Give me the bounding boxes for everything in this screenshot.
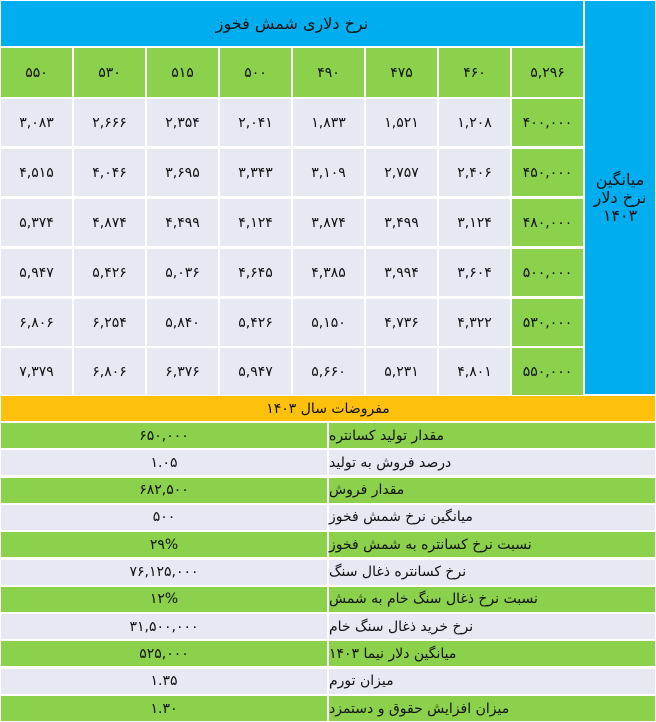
assumption-label: میزان تورم <box>328 668 656 695</box>
rate-row-header: ۵۳۰,۰۰۰ <box>511 298 584 347</box>
assumption-label: نرخ کسانتره ذغال سنگ <box>328 559 656 586</box>
price-header-cell: ۵۳۰ <box>73 47 146 98</box>
side-label-cell <box>584 0 656 395</box>
table-cell: ۵,۹۴۷ <box>219 347 292 396</box>
rate-row-header: ۵۰۰,۰۰۰ <box>511 248 584 297</box>
assumption-label: میانگین نرخ شمش فخوز <box>328 504 656 531</box>
price-header-cell: ۵۱۵ <box>146 47 219 98</box>
table-cell: ۴,۸۷۴ <box>73 198 146 247</box>
price-header-cell: ۴۷۵ <box>365 47 438 98</box>
assumption-value: ۳۱,۵۰۰,۰۰۰ <box>0 613 328 640</box>
table-cell: ۳,۱۲۴ <box>438 198 511 247</box>
assumption-row <box>0 449 656 476</box>
assumption-value: ۱.۰۵ <box>0 449 328 476</box>
rate-row-header: ۴۸۰,۰۰۰ <box>511 198 584 247</box>
table-cell: ۶,۸۰۶ <box>73 347 146 396</box>
table-cell: ۵,۰۳۶ <box>146 248 219 297</box>
table-cell: ۲,۳۵۴ <box>146 98 219 147</box>
assumption-row <box>0 640 656 667</box>
assumption-row <box>0 531 656 558</box>
table-cell: ۴,۵۱۵ <box>0 148 73 197</box>
table-cell: ۳,۶۰۴ <box>438 248 511 297</box>
table-cell: ۳,۳۴۳ <box>219 148 292 197</box>
table-cell: ۲,۰۴۱ <box>219 98 292 147</box>
table-cell: ۳,۰۸۳ <box>0 98 73 147</box>
assumption-label: نسبت نرخ ذغال سنگ خام به شمش <box>328 586 656 613</box>
table-cell: ۵,۲۳۱ <box>365 347 438 396</box>
table-cell: ۵,۶۶۰ <box>292 347 365 396</box>
assumption-row <box>0 477 656 504</box>
table-cell: ۲,۶۶۶ <box>73 98 146 147</box>
assumption-value: ۶۵۰,۰۰۰ <box>0 422 328 449</box>
table-cell: ۵,۸۴۰ <box>146 298 219 347</box>
table-cell: ۵,۴۲۶ <box>219 298 292 347</box>
assumption-row <box>0 695 656 722</box>
table-cell: ۱,۵۲۱ <box>365 98 438 147</box>
assumption-value: ۵۰۰ <box>0 504 328 531</box>
assumption-label: نرخ خرید ذغال سنگ خام <box>328 613 656 640</box>
table-cell: ۳,۹۹۴ <box>365 248 438 297</box>
table-cell: ۴,۶۴۵ <box>219 248 292 297</box>
table-cell: ۴,۳۲۲ <box>438 298 511 347</box>
assumptions-table <box>0 395 656 722</box>
table-cell: ۲,۷۵۷ <box>365 148 438 197</box>
table-cell: ۴,۳۸۵ <box>292 248 365 297</box>
assumption-row <box>0 504 656 531</box>
table-cell: ۴,۴۹۹ <box>146 198 219 247</box>
table-cell: ۳,۱۰۹ <box>292 148 365 197</box>
side-label: میانگین نرخ دلار ۱۴۰۳ <box>593 169 647 225</box>
assumption-value: ۶۸۲,۵۰۰ <box>0 477 328 504</box>
table-cell: ۲,۴۰۶ <box>438 148 511 197</box>
table-cell: ۳,۶۹۵ <box>146 148 219 197</box>
table-cell: ۵,۱۵۰ <box>292 298 365 347</box>
price-header-cell: ۴۹۰ <box>292 47 365 98</box>
assumption-row <box>0 586 656 613</box>
table-cell: ۴,۱۲۴ <box>219 198 292 247</box>
table-cell: ۳,۴۹۹ <box>365 198 438 247</box>
price-header-cell: ۴۶۰ <box>438 47 511 98</box>
table-cell: ۱,۲۰۸ <box>438 98 511 147</box>
sensitivity-title: نرخ دلاری شمش فخوز <box>0 0 584 47</box>
table-cell: ۶,۸۰۶ <box>0 298 73 347</box>
assumption-label: مقدار تولید کسانتره <box>328 422 656 449</box>
assumption-value: ۱۲% <box>0 586 328 613</box>
table-cell: ۴,۷۳۶ <box>365 298 438 347</box>
table-cell: ۱,۸۳۳ <box>292 98 365 147</box>
assumption-row <box>0 422 656 449</box>
assumption-row <box>0 668 656 695</box>
assumption-value: ۱.۳۰ <box>0 695 328 722</box>
assumption-row <box>0 559 656 586</box>
table-cell: ۵,۹۴۷ <box>0 248 73 297</box>
assumption-label: مقدار فروش <box>328 477 656 504</box>
assumption-label: میانگین دلار نیما ۱۴۰۳ <box>328 640 656 667</box>
table-cell: ۶,۳۷۶ <box>146 347 219 396</box>
assumption-value: ۲۹% <box>0 531 328 558</box>
assumption-value: ۷۶,۱۲۵,۰۰۰ <box>0 559 328 586</box>
price-header-cell: ۵۰۰ <box>219 47 292 98</box>
price-header-cell: ۵۵۰ <box>0 47 73 98</box>
table-cell: ۴,۰۴۶ <box>73 148 146 197</box>
price-header-cell: ۵,۲۹۶ <box>511 47 584 98</box>
assumption-label: نسبت نرخ کسانتره به شمش فخوز <box>328 531 656 558</box>
table-cell: ۶,۲۵۴ <box>73 298 146 347</box>
table-cell: ۷,۳۷۹ <box>0 347 73 396</box>
rate-row-header: ۵۵۰,۰۰۰ <box>511 347 584 396</box>
assumptions-title: مفروضات سال ۱۴۰۳ <box>0 395 656 422</box>
table-cell: ۵,۳۷۴ <box>0 198 73 247</box>
assumption-value: ۵۲۵,۰۰۰ <box>0 640 328 667</box>
table-cell: ۳,۸۷۴ <box>292 198 365 247</box>
assumption-label: درصد فروش به تولید <box>328 449 656 476</box>
assumption-row <box>0 613 656 640</box>
assumption-value: ۱.۳۵ <box>0 668 328 695</box>
table-cell: ۵,۴۲۶ <box>73 248 146 297</box>
table-cell: ۴,۸۰۱ <box>438 347 511 396</box>
assumption-label: میزان افزایش حقوق و دستمزد <box>328 695 656 722</box>
rate-row-header: ۴۰۰,۰۰۰ <box>511 98 584 147</box>
rate-row-header: ۴۵۰,۰۰۰ <box>511 148 584 197</box>
